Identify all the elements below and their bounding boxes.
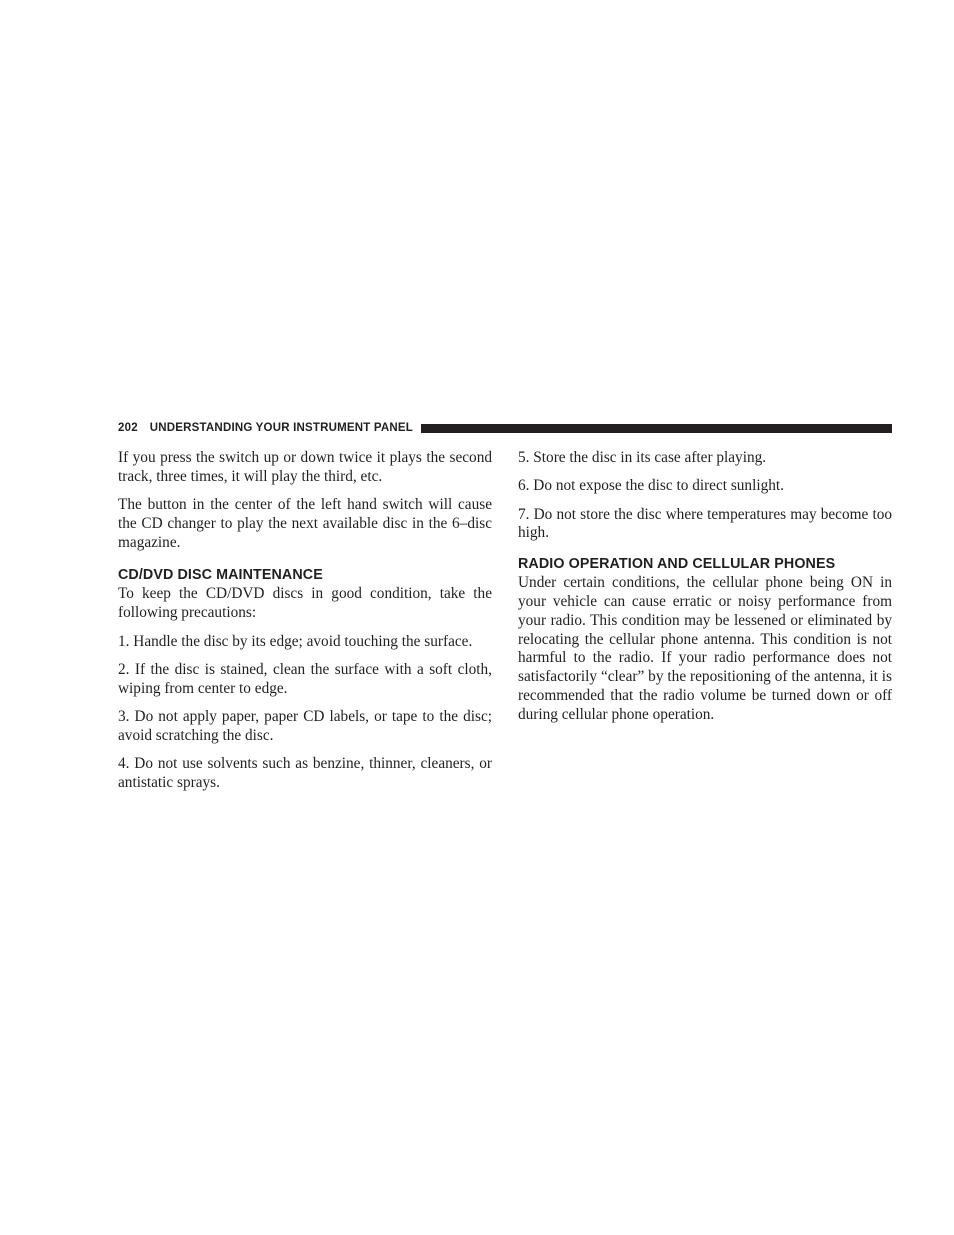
- page-number: 202: [118, 422, 138, 434]
- right-column: [518, 449, 892, 734]
- left-column: [118, 449, 492, 802]
- paragraph-radio-cellular: Under certain conditions, the cellular phone being ON in your vehicle can cause erratic or noisy performance from your radio. This condition may be lessened or eliminated by relocating the cellular phone antenna. This condition is not harmful to the radio. If your radio performance does not satisfactorily “clear” by the repositioning of the antenna, it is recommended that the radio volume be turned down or off during cellular phone operation.: [518, 574, 892, 723]
- list-item: 6. Do not expose the disc to direct sunlight.: [518, 477, 784, 495]
- header-rule: [421, 424, 892, 433]
- paragraph-maintenance-intro: To keep the CD/DVD discs in good condition, take the following precautions:: [118, 585, 492, 622]
- paragraph-center-button: The button in the center of the left hand switch will cause the CD changer to play the next available disc in the 6–disc magazine.: [118, 496, 492, 551]
- list-item: 1. Handle the disc by its edge; avoid touching the surface.: [118, 632, 473, 650]
- list-item: 2. If the disc is stained, clean the surface with a soft cloth, wiping from center to edge.: [118, 660, 492, 697]
- heading-disc-maintenance: CD/DVD DISC MAINTENANCE: [118, 567, 323, 584]
- page-header: [118, 420, 892, 436]
- list-item: 4. Do not use solvents such as benzine, thinner, cleaners, or antistatic sprays.: [118, 755, 492, 791]
- heading-radio-cellular: RADIO OPERATION AND CELLULAR PHONES: [518, 556, 836, 573]
- paragraph-switch-twice: If you press the switch up or down twice it plays the second track, three times, it will play the third, etc.: [118, 449, 492, 485]
- list-item: 3. Do not apply paper, paper CD labels, or tape to the disc; avoid scratching the disc.: [118, 707, 492, 744]
- list-item: 5. Store the disc in its case after playing.: [518, 449, 767, 466]
- section-title: UNDERSTANDING YOUR INSTRUMENT PANEL: [149, 422, 413, 434]
- list-item: 7. Do not store the disc where temperatures may become too high.: [518, 505, 892, 542]
